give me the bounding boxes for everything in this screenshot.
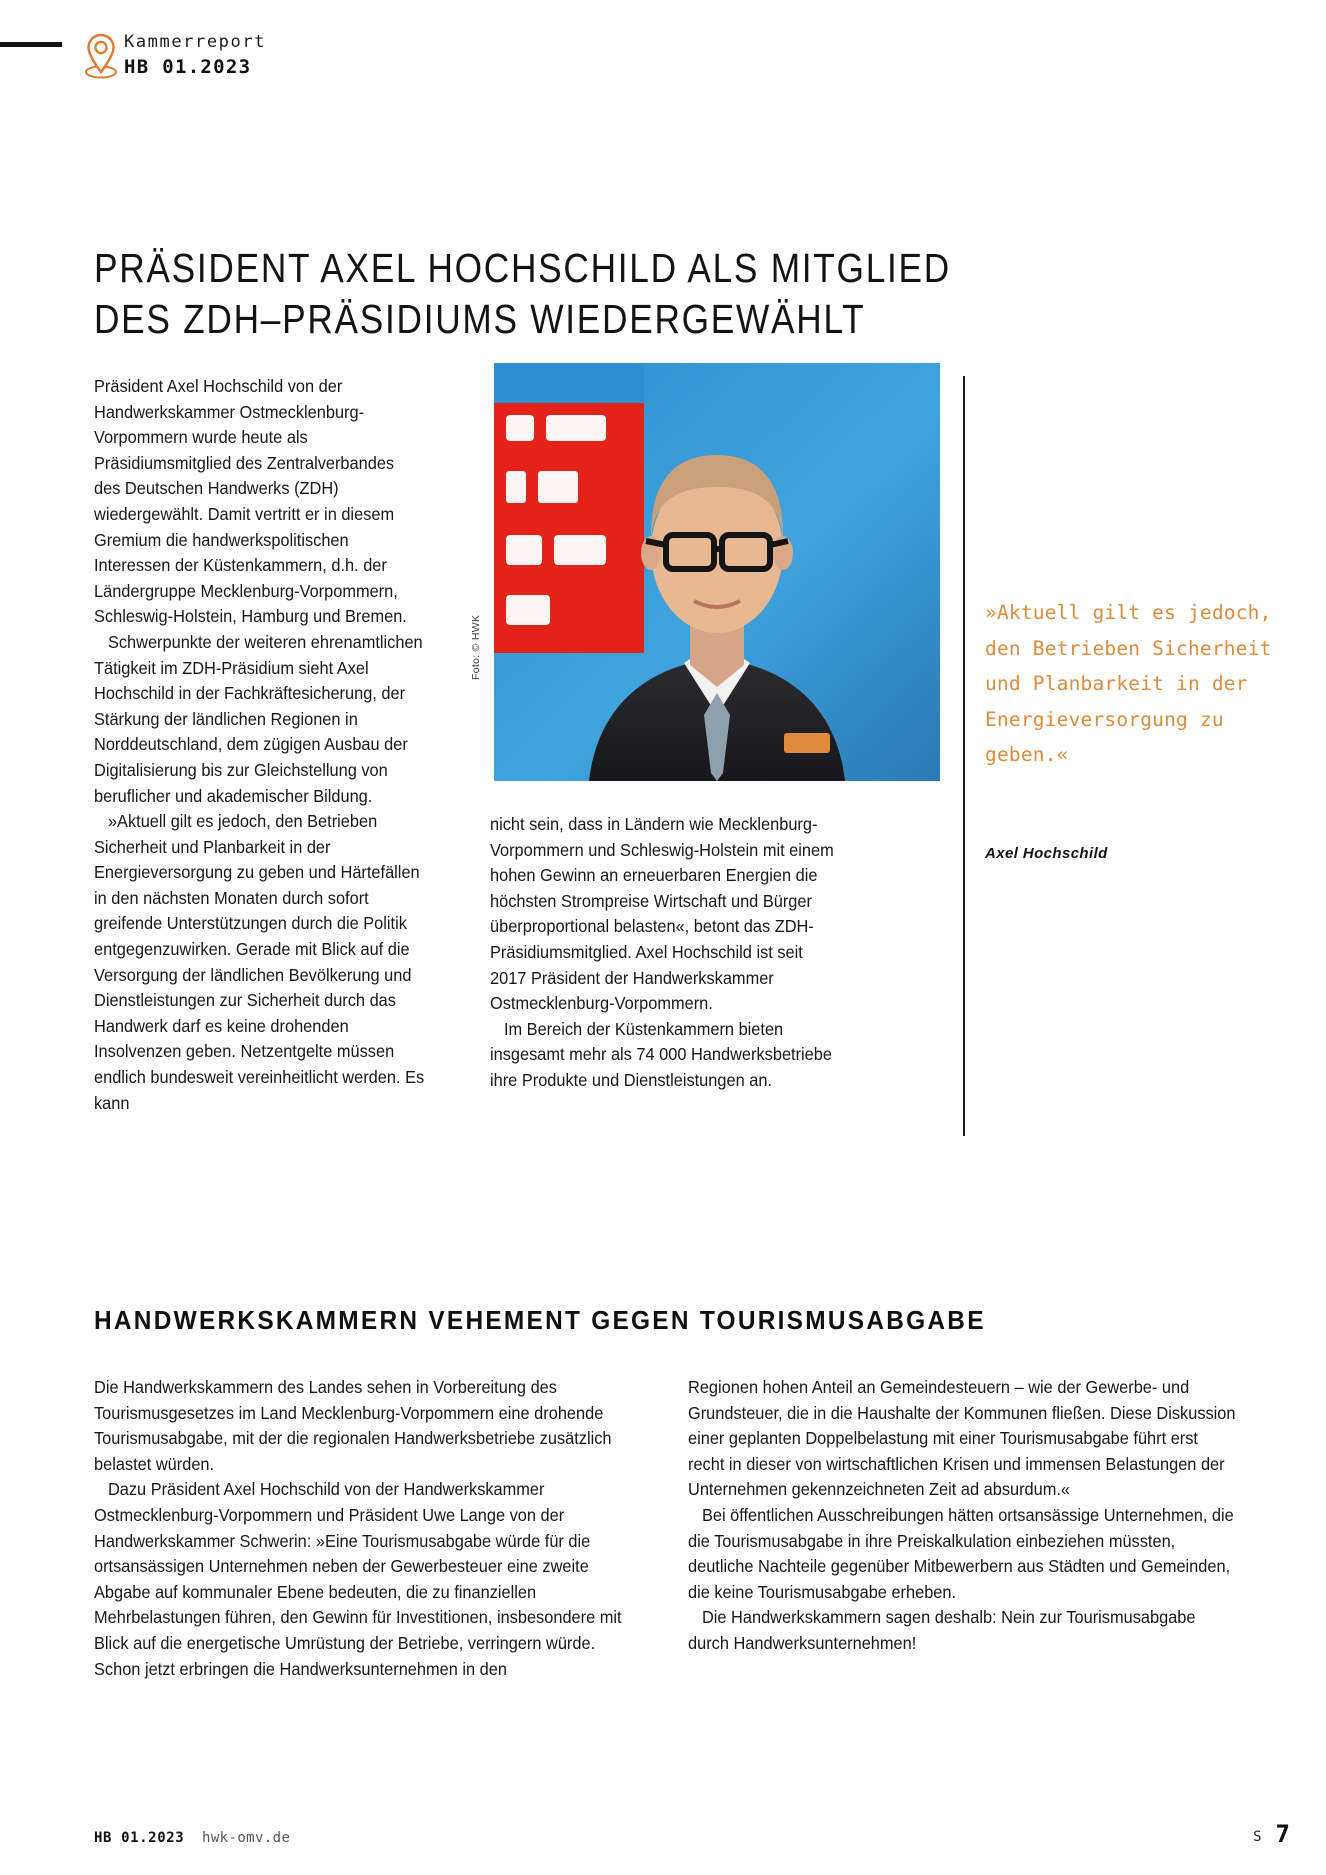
footer-issue: HB 01.2023 — [94, 1830, 185, 1846]
photo-credit: Foto: © HWK — [470, 614, 482, 680]
masthead — [0, 32, 1326, 92]
article2-headline: HANDWERKSKAMMERN VEHEMENT GEGEN TOURISMUSABGABE — [94, 1305, 986, 1335]
pullquote-divider — [963, 376, 965, 1136]
footer-page-label: S — [1253, 1829, 1262, 1845]
paragraph: Präsident Axel Hochschild von der Handwerkskammer Ostmecklenburg-Vorpommern wurde heute als Präsidiumsmitglied des Zentralverbandes des Deutschen Handwerks (ZDH) wiedergewählt. Damit vertritt er in diesem Gremium die handwerkspolitischen Interessen der Küstenkammern, d.h. der Ländergruppe Mecklenburg-Vorpommern, Schleswig-Holstein, Hamburg und Bremen. — [94, 376, 407, 627]
pullquote-attribution: Axel Hochschild — [985, 845, 1108, 862]
paragraph: »Aktuell gilt es jedoch, den Betrieben Sicherheit und Planbarkeit in der Energieversorgung zu geben und Härtefällen in den nächsten Monaten durch sofort greifende Unterstützungen durch die Politik entgegenzuwirken. Gerade mit Blick auf die Versorgung der ländlichen Bevölkerung und Dienstleistungen zur Sicherheit durch das Handwerk darf es keine drohenden Insolvenzen geben. Netzentgelte müssen endlich bundesweit vereinheitlicht werden. Es kann — [94, 811, 425, 1113]
article1-column-2 — [490, 812, 839, 1094]
masthead-rule — [0, 42, 62, 47]
paragraph: Bei öffentlichen Ausschreibungen hätten ortsansässige Unternehmen, die die Tourismusabgabe in ihre Preiskalkulation einbeziehen müssten, deutliche Nachteile gegenüber Mitbewerbern aus Städten und Gemeinden, die keine Tourismusabgabe erheben. — [688, 1504, 1234, 1602]
article1-column-1 — [94, 374, 424, 1116]
article1-headline — [94, 243, 1092, 345]
pullquote-text: »Aktuell gilt es jedoch, den Betrieben Sicherheit und Planbarkeit in der Energieversorgung zu geben.« — [985, 601, 1272, 766]
article1-photo — [494, 363, 940, 781]
masthead-issue: HB 01.2023 — [124, 56, 252, 78]
paragraph: Die Handwerkskammern sagen deshalb: Nein zur Tourismusabgabe durch Handwerksunternehmen! — [688, 1607, 1196, 1653]
paragraph: Die Handwerkskammern des Landes sehen in Vorbereitung des Tourismusgesetzes im Land Mecklenburg-Vorpommern eine drohende Tourismusabgabe, mit der die regionalen Handwerksbetriebe zusätzlich belastet würden. — [94, 1377, 612, 1474]
paragraph: Regionen hohen Anteil an Gemeindesteuern – wie der Gewerbe- und Grundsteuer, die in die Haushalte der Kommunen fließen. Diese Diskussion einer geplanten Doppelbelastung mit einer Tourismusabgabe führt erst recht in dieser von wirtschaftlichen Krisen und immensen Belastungen der Unternehmen gekennzeichneten Zeit ad absurdum.« — [688, 1377, 1236, 1500]
location-pin-icon — [84, 32, 118, 80]
article2-column-2 — [688, 1375, 1237, 1657]
paragraph: Dazu Präsident Axel Hochschild von der Handwerkskammer Ostmecklenburg-Vorpommern und Präsident Uwe Lange von der Handwerkskammer Schwerin: »Eine Tourismusabgabe würde für die ortsansässigen Unternehmen neben der Gewerbesteuer eine zweite Abgabe auf kommunaler Ebene bedeuten, die zu finanziellen Mehrbelastungen führen, den Gewinn für Investitionen, insbesondere mit Blick auf die energetische Umrüstung der Betriebe, verringern würde. Schon jetzt erbringen die Handwerksunternehmen in den — [94, 1479, 622, 1679]
paragraph: Im Bereich der Küstenkammern bieten insgesamt mehr als 74 000 Handwerksbetriebe ihre Produkte und Dienstleistungen an. — [490, 1018, 832, 1090]
article2-column-1 — [94, 1375, 633, 1682]
paragraph: Schwerpunkte der weiteren ehrenamtlichen Tätigkeit im ZDH-Präsidium sieht Axel Hochschild in der Fachkräftesicherung, der Stärkung der ländlichen Regionen in Norddeutschland, dem zügigen Ausbau der Digitalisierung bis zur Gleichstellung von beruflicher und akademischer Bildung. — [94, 631, 423, 806]
article1-headline-line1: PRÄSIDENT AXEL HOCHSCHILD ALS MITGLIED — [94, 245, 951, 291]
footer-page-number: 7 — [1275, 1820, 1290, 1848]
footer-url[interactable]: hwk-omv.de — [202, 1830, 291, 1846]
paragraph: nicht sein, dass in Ländern wie Mecklenburg-Vorpommern und Schleswig-Holstein mit einem hohen Gewinn an erneuerbaren Energien die höchsten Strompreise Wirtschaft und Bürger überproportional belasten«, betont das ZDH-Präsidiumsmitglied. Axel Hochschild ist seit 2017 Präsident der Handwerkskammer Ostmecklenburg-Vorpommern. — [490, 814, 834, 1014]
article1-headline-line2: DES ZDH–PRÄSIDIUMS WIEDERGEWÄHLT — [94, 296, 866, 342]
masthead-kicker: Kammerreport — [124, 32, 267, 52]
masthead-text — [124, 30, 266, 80]
